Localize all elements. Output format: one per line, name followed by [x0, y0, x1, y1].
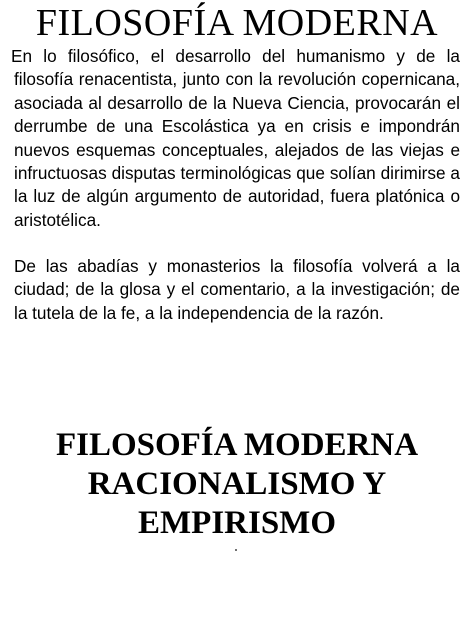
page-title: FILOSOFÍA MODERNA [35, 2, 439, 44]
stray-dot-mark [235, 549, 237, 551]
section-heading-line-1: FILOSOFÍA MODERNA [55, 427, 419, 463]
intro-paragraph: En lo filosófico, el desarrollo del humanismo y de la filosofía renacentista, junto con la revolución copernicana, asociada al desarrollo de la Nueva Ciencia, provocarán el derrumbe de una Escolástica ya en crisis e impondrán nuevos esquemas conceptuales, alejados de las viejas e infructuosas disputas terminológicas que solían dirimirse a la luz de algún argumento de autoridad, fuera platónica o aristotélica. [11, 46, 460, 230]
section-heading-line-2: RACIONALISMO Y [87, 466, 387, 502]
section-heading [0, 426, 474, 543]
section-heading-line-3: EMPIRISMO [138, 505, 336, 541]
second-paragraph: De las abadías y monasterios la filosofía volverá a la ciudad; de la glosa y el comentario, a la investigación; de la tutela de la fe, a la independencia de la razón. [14, 256, 460, 323]
